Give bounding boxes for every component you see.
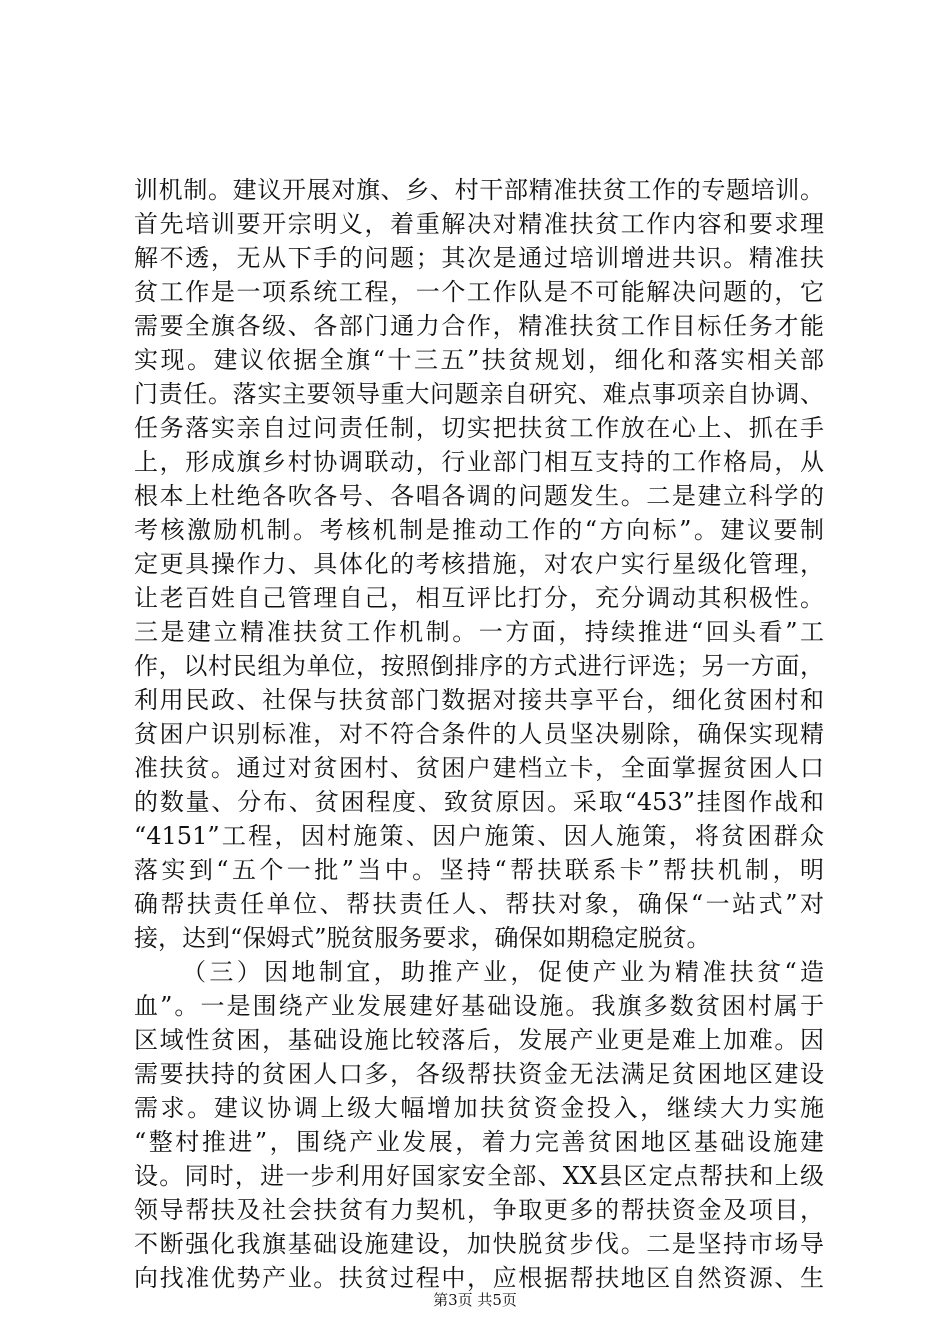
- text-line: 门责任。落实主要领导重大问题亲自研究、难点事项亲自协调、: [134, 380, 824, 408]
- text-line: 让老百姓自己管理自己，相互评比打分，充分调动其积极性。: [134, 584, 824, 612]
- text-line: 作，以村民组为单位，按照倒排序的方式进行评选；另一方面，: [134, 652, 824, 680]
- text-line: 不断强化我旗基础设施建设，加快脱贫步伐。二是坚持市场导: [134, 1230, 824, 1258]
- text-line: 定更具操作力、具体化的考核措施，对农户实行星级化管理，: [134, 550, 824, 578]
- text-line: 任务落实亲自过问责任制，切实把扶贫工作放在心上、抓在手: [134, 414, 824, 442]
- section-heading-line: （三）因地制宜，助推产业，促使产业为精准扶贫“造: [182, 958, 824, 986]
- text-line: 向找准优势产业。扶贫过程中，应根据帮扶地区自然资源、生: [134, 1264, 824, 1292]
- text-line: 贫工作是一项系统工程，一个工作队是不可能解决问题的，它: [134, 278, 824, 306]
- page-footer: [0, 1290, 950, 1310]
- text-line: 首先培训要开宗明义，着重解决对精准扶贫工作内容和要求理: [134, 210, 824, 238]
- text-line: 的数量、分布、贫困程度、致贫原因。采取“453”挂图作战和: [134, 788, 824, 816]
- text-line: 利用民政、社保与扶贫部门数据对接共享平台，细化贫困村和: [134, 686, 824, 714]
- text-line: “整村推进”，围绕产业发展，着力完善贫困地区基础设施建: [134, 1128, 824, 1156]
- text-line: 贫困户识别标准，对不符合条件的人员坚决剔除，确保实现精: [134, 720, 824, 748]
- text-line: 领导帮扶及社会扶贫有力契机，争取更多的帮扶资金及项目，: [134, 1196, 824, 1224]
- text-line: 实现。建议依据全旗“十三五”扶贫规划，细化和落实相关部: [134, 346, 824, 374]
- text-line: 落实到“五个一批”当中。坚持“帮扶联系卡”帮扶机制，明: [134, 856, 824, 884]
- body-text: [134, 173, 824, 1295]
- text-line: 设。同时，进一步利用好国家安全部、XX县区定点帮扶和上级: [134, 1162, 824, 1190]
- text-line: “4151”工程，因村施策、因户施策、因人施策，将贫困群众: [134, 822, 824, 850]
- text-line: 区域性贫困，基础设施比较落后，发展产业更是难上加难。因: [134, 1026, 824, 1054]
- text-line: 训机制。建议开展对旗、乡、村干部精准扶贫工作的专题培训。: [134, 176, 824, 204]
- text-line: 三是建立精准扶贫工作机制。一方面，持续推进“回头看”工: [134, 618, 824, 646]
- text-line: 需要全旗各级、各部门通力合作，精准扶贫工作目标任务才能: [134, 312, 824, 340]
- text-line: 根本上杜绝各吹各号、各唱各调的问题发生。二是建立科学的: [134, 482, 824, 510]
- text-line: 需求。建议协调上级大幅增加扶贫资金投入，继续大力实施: [134, 1094, 824, 1122]
- text-line: 解不透，无从下手的问题；其次是通过培训增进共识。精准扶: [134, 244, 824, 272]
- text-line: 上，形成旗乡村协调联动，行业部门相互支持的工作格局，从: [134, 448, 824, 476]
- text-line: 需要扶持的贫困人口多，各级帮扶资金无法满足贫困地区建设: [134, 1060, 824, 1088]
- text-line: 考核激励机制。考核机制是推动工作的“方向标”。建议要制: [134, 516, 824, 544]
- text-line: 确帮扶责任单位、帮扶责任人、帮扶对象，确保“一站式”对: [134, 890, 824, 918]
- page-number-label: 第3页 共5页: [433, 1291, 517, 1309]
- text-line: 接，达到“保姆式”脱贫服务要求，确保如期稳定脱贫。: [134, 924, 711, 952]
- text-line: 准扶贫。通过对贫困村、贫困户建档立卡，全面掌握贫困人口: [134, 754, 824, 782]
- text-line: 血”。一是围绕产业发展建好基础设施。我旗多数贫困村属于: [134, 992, 824, 1020]
